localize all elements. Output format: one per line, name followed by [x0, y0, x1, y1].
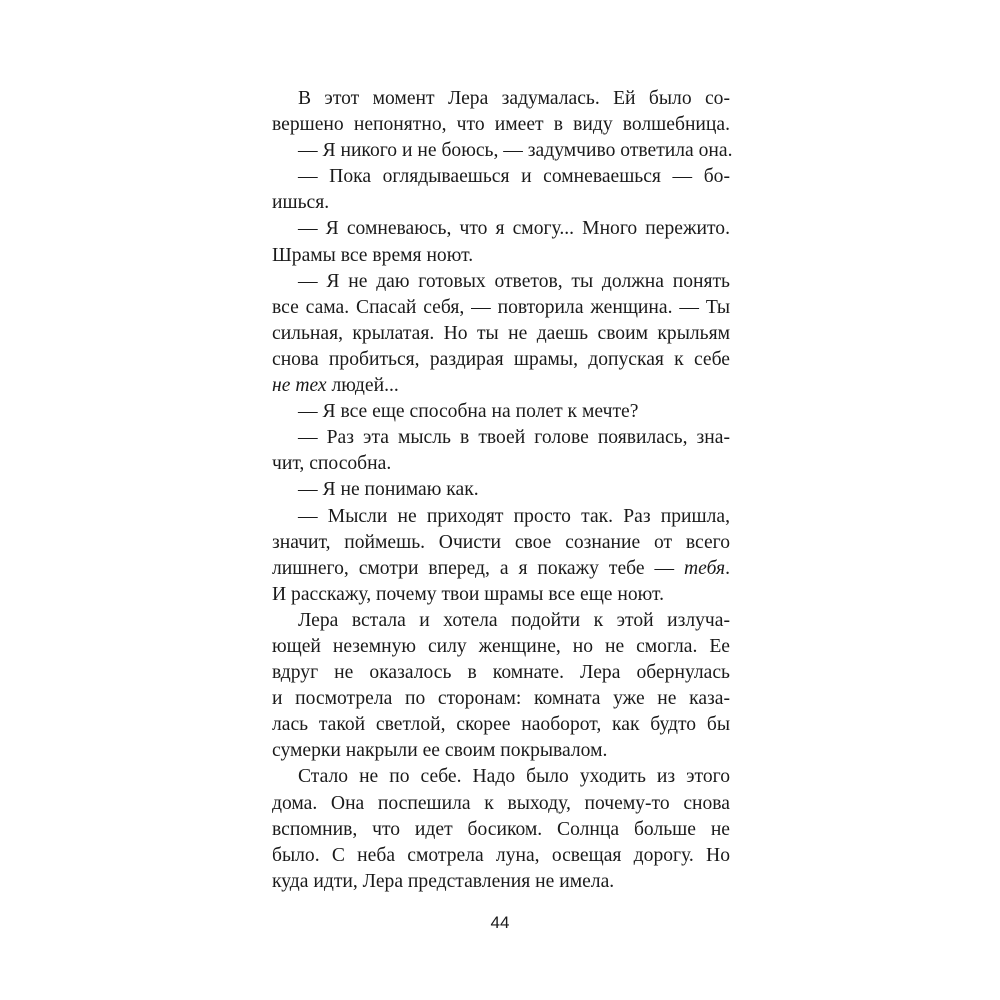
text-line: — Я сомневаюсь, что я смогу... Много пережито. [298, 218, 730, 240]
text-line: вспомнив, что идет босиком. Солнца больше не [272, 818, 730, 840]
text-line: куда идти, Лера представления не имела. [272, 870, 615, 892]
text-line: чит, способна. [272, 453, 392, 475]
italic-emphasis: тебя [684, 557, 726, 579]
text-line: В этот момент Лера задумалась. Ей было со- [298, 88, 730, 109]
text-line: вдруг не оказалось в комнате. Лера обернулась [272, 662, 730, 684]
text-line: снова пробиться, раздирая шрамы, допуская к себе [272, 348, 730, 370]
text-line: — Я все еще способна на полет к мечте? [298, 401, 639, 423]
text-fragment: . [725, 557, 730, 579]
text-line: сумерки накрыли ее своим покрывалом. [272, 740, 608, 762]
text-line: было. С неба смотрела луна, освещая дорогу. Но [272, 844, 730, 866]
text-line [272, 556, 730, 582]
text-line: дома. Она поспешила к выходу, почему-то снова [272, 792, 730, 814]
text-line [272, 373, 730, 399]
text-line: — Я не даю готовых ответов, ты должна понять [298, 270, 730, 292]
text-line: вершено непонятно, что имеет в виду волшебница. [272, 114, 730, 136]
text-line: — Пока оглядываешься и сомневаешься — бо- [298, 166, 730, 188]
body-text [272, 86, 733, 895]
text-line: сильная, крылатая. Но ты не даешь своим крыльям [272, 322, 730, 344]
text-line: лась такой светлой, скорее наоборот, как будто бы [272, 714, 730, 736]
text-line: Шрамы все время ноют. [272, 244, 474, 266]
text-line: — Раз эта мысль в твоей голове появилась, зна- [298, 427, 730, 449]
text-fragment: людей... [326, 375, 399, 397]
text-fragment: лишнего, смотри вперед, а я покажу тебе — [272, 557, 685, 579]
text-line: все сама. Спасай себя, — повторила женщина. — Ты [272, 296, 730, 318]
text-line: И расскажу, почему твои шрамы все еще ноют. [272, 583, 665, 605]
page-number: 44 [490, 913, 510, 932]
text-line: — Я не понимаю как. [298, 479, 479, 501]
text-line: и посмотрела по сторонам: комната уже не каза- [272, 688, 730, 710]
text-line: значит, поймешь. Очисти свое сознание от всего [272, 531, 730, 553]
italic-emphasis: не тех [272, 375, 327, 397]
text-line: — Я никого и не боюсь, — задумчиво ответила она. [298, 140, 733, 162]
text-line: Лера встала и хотела подойти к этой излуча- [298, 609, 730, 631]
text-line: Стало не по себе. Надо было уходить из этого [298, 766, 730, 788]
text-line: — Мысли не приходят просто так. Раз пришла, [298, 505, 730, 527]
text-line: ишься. [272, 192, 330, 214]
text-line: ющей неземную силу женщине, но не смогла. Ее [272, 635, 730, 657]
